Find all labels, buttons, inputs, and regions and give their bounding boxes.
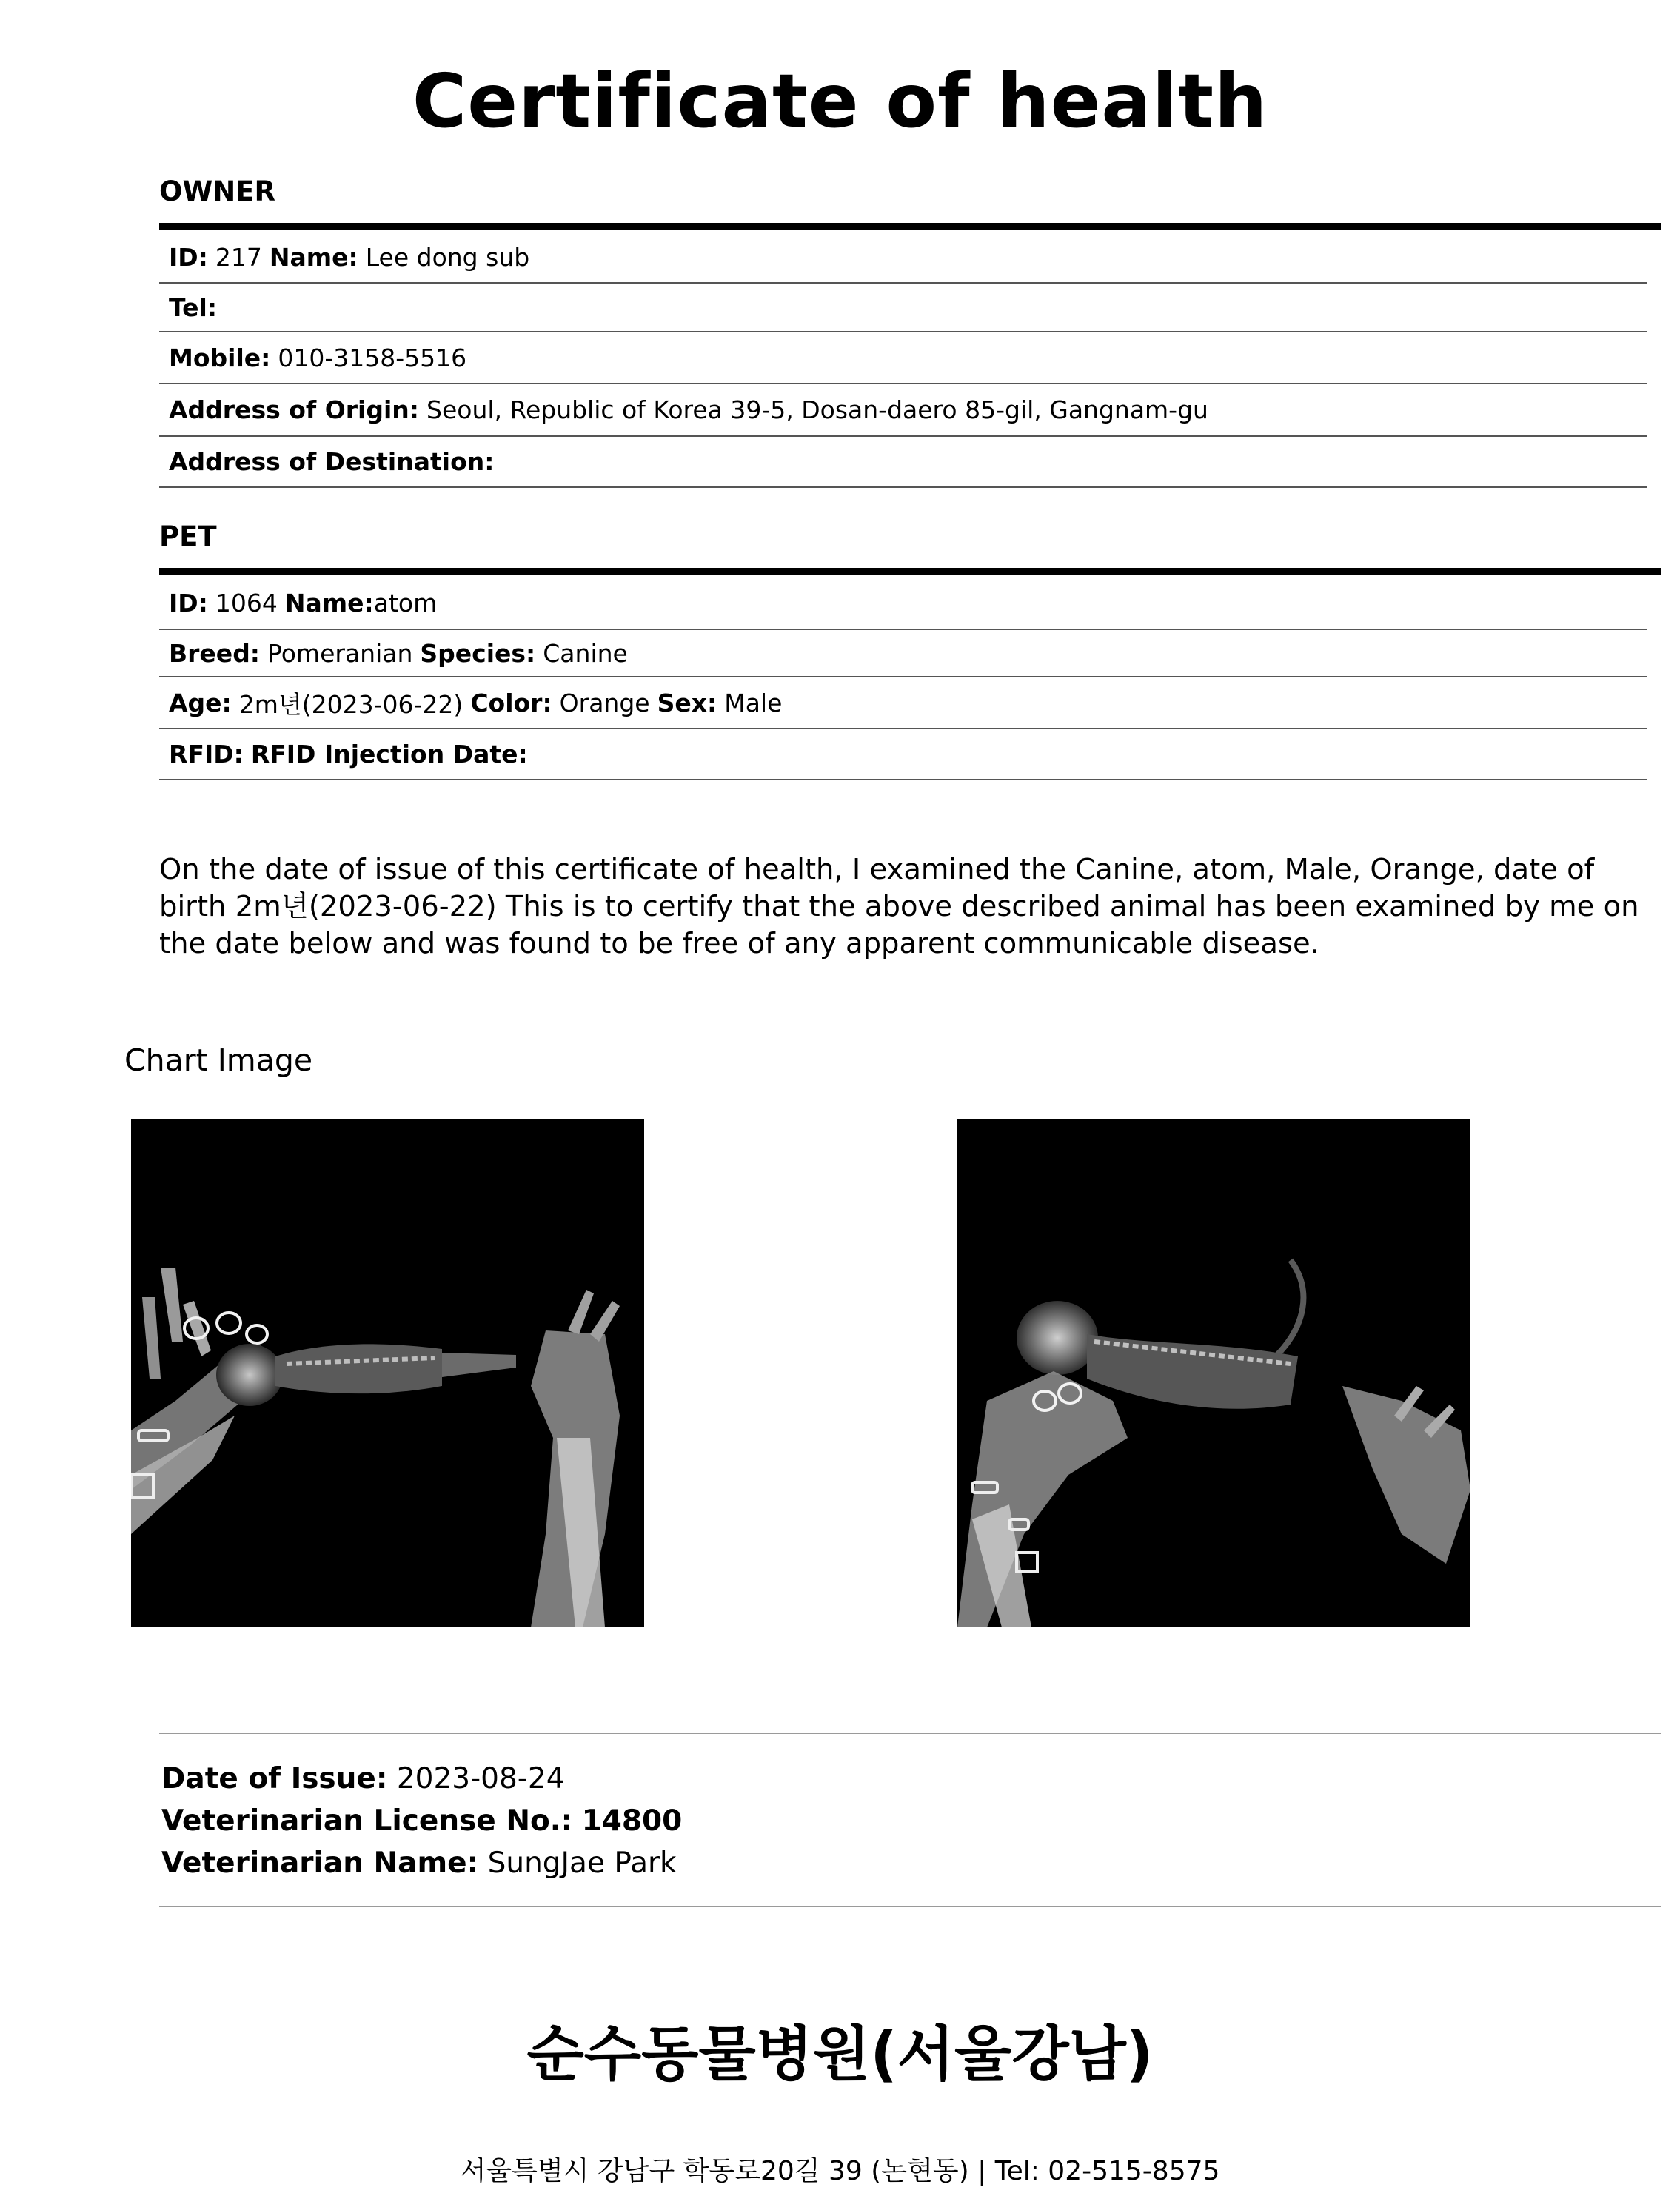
owner-id-row [159,232,1647,284]
owner-rule [159,223,1661,230]
pet-id-value: 1064 [215,588,278,617]
clinic-name: 순수동물병원(서울강남) [526,2020,1154,2089]
xray-image-right [957,1119,1470,1627]
pet-breed-row [159,630,1647,677]
owner-table [159,232,1647,488]
pet-rfid-row [159,729,1647,780]
owner-destination-label: Address of Destination: [169,447,495,476]
license-value: 14800 [581,1804,683,1838]
vet-name-value: SungJae Park [487,1847,677,1880]
pet-sex-label: Sex: [657,688,717,717]
owner-id-label: ID: [169,242,208,272]
license-line [161,1800,682,1842]
owner-name-label: Name: [269,242,358,272]
pet-name-label: Name: [284,588,374,617]
issue-top-rule [159,1733,1661,1734]
pet-age-label: Age: [169,688,232,717]
xray-right-drawing [957,1119,1470,1627]
pet-id-label: ID: [169,588,208,617]
pet-color-label: Color: [470,688,552,717]
pet-breed-value: Pomeranian [267,638,413,668]
xray-image-left [131,1119,644,1627]
pet-age-value: 2m년(2023-06-22) [238,689,463,719]
issue-bottom-rule [159,1906,1661,1907]
pet-heading: PET [159,520,217,552]
license-label: Veterinarian License No.: [161,1804,573,1838]
owner-destination-row [159,437,1647,488]
pet-id-row [159,577,1647,630]
issue-date-value: 2023-08-24 [396,1762,565,1795]
clinic-address: 서울특별시 강남구 학동로20길 39 (논현동) | Tel: 02-515-8575 [460,2156,1220,2186]
pet-rfid-label: RFID: [169,740,244,769]
owner-tel-label: Tel: [169,292,218,322]
issue-details [161,1758,682,1884]
pet-breed-label: Breed: [169,638,261,668]
owner-tel-row [159,284,1647,332]
issue-date-label: Date of Issue: [161,1762,388,1795]
xray-left-drawing [131,1119,644,1627]
pet-rfid-injection-label: RFID Injection Date: [250,740,528,769]
pet-name-value: atom [373,588,438,617]
pet-species-label: Species: [420,638,536,668]
pet-rule [159,568,1661,575]
owner-heading: OWNER [159,175,275,207]
certification-statement: On the date of issue of this certificate of health, I examined the Canine, atom, Male, Orange, date of birth 2m년(2023-06-22) This is to certify that the above described animal has been examined by me on the date below and was found to be free of any apparent communicable disease. [159,853,1639,960]
owner-mobile-value: 010-3158-5516 [278,343,467,372]
issue-date-line [161,1758,682,1800]
certificate-title: Certificate of health [412,58,1268,144]
owner-origin-value: Seoul, Republic of Korea 39-5, Dosan-daero 85-gil, Gangnam-gu [426,395,1208,424]
vet-name-label: Veterinarian Name: [161,1847,479,1880]
owner-origin-row [159,384,1647,437]
pet-species-value: Canine [543,638,628,668]
owner-mobile-row [159,332,1647,384]
vet-name-line [161,1842,682,1884]
pet-table [159,577,1647,780]
pet-sex-value: Male [724,688,783,717]
chart-image-heading: Chart Image [124,1042,313,1078]
owner-name-value: Lee dong sub [365,242,530,272]
pet-age-row [159,677,1647,729]
pet-color-value: Orange [559,688,650,717]
owner-id-value: 217 [215,242,262,272]
owner-mobile-label: Mobile: [169,343,271,372]
owner-origin-label: Address of Origin: [169,395,419,424]
